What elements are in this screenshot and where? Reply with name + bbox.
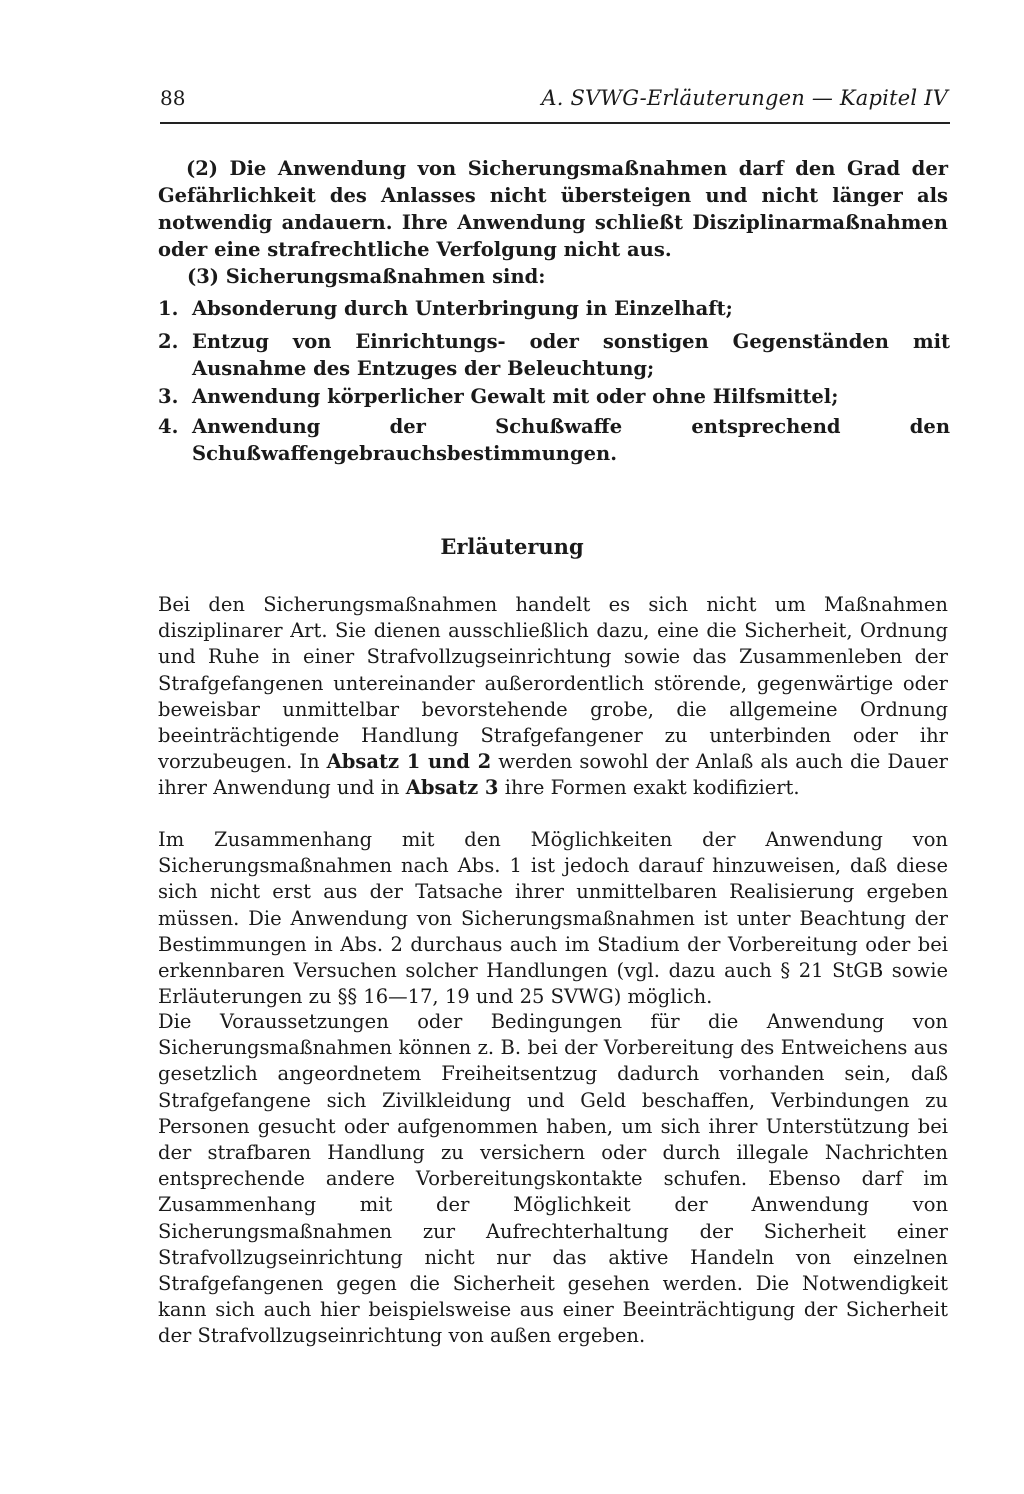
section-heading: Erläuterung [440,534,584,559]
explanation-paragraph-1 [158,592,948,802]
list-text: Entzug von Einrichtungs- oder sonstigen Gegenständen mit Ausnahme des Entzuges der Beleuchtung; [192,330,950,380]
text-run: Bei den Sicherungsmaßnahmen handelt es sich nicht um Maßnahmen disziplinarer Art. Sie dienen ausschließlich dazu, eine die Sicherheit, Ordnung und Ruhe in einer Strafvollzugseinrichtung sowie das Zusammenleben der Strafgefangenen untereinander außerordentlich störende, gegenwärtige oder beweisbar unmittelbar bevorstehende grobe, die allgemeine Ordnung beeinträchtigende Handlung Strafgefangener zu unterbinden oder ihr vorzubeugen. In [158,593,948,774]
list-number: 3. [158,385,179,408]
list-item [158,328,950,382]
text-run: werden sowohl der Anlaß als auch die Dauer ihrer Anwendung und in [158,750,949,800]
list-item [158,413,950,467]
bold-reference: Absatz 1 und 2 [326,750,492,774]
page-header [160,86,950,116]
list-item [158,383,950,410]
list-text: Anwendung körperlicher Gewalt mit oder ohne Hilfsmittel; [192,385,839,408]
list-text: Absonderung durch Unterbringung in Einzelhaft; [192,297,733,320]
running-title: A. SVWG-Erläuterungen — Kapitel IV [541,86,948,110]
bold-reference: Absatz 3 [405,776,499,800]
header-rule [160,122,950,124]
list-text: Anwendung der Schußwaffe entsprechend den Schußwaffengebrauchsbestimmungen. [192,415,950,465]
explanation-paragraph-2: Im Zusammenhang mit den Möglichkeiten der Anwendung von Sicherungsmaßnahmen nach Abs. 1 ist jedoch darauf hinzuweisen, daß diese sich nicht erst aus der Tatsache ihrer unmittelbaren Realisierung ergeben müssen. Die Anwendung von Sicherungsmaßnahmen ist unter Beachtung der Bestimmungen in Abs. 2 durchaus auch im Stadium der Vorbereitung oder bei erkennbaren Versuchen solcher Handlungen (vgl. dazu auch § 21 StGB sowie Erläuterungen zu §§ 16—17, 19 und 25 SVWG) möglich. [158,828,948,1009]
page-number: 88 [160,86,186,110]
list-number: 1. [158,297,179,320]
list-number: 4. [158,415,179,438]
paragraph-2: (2) Die Anwendung von Sicherungsmaßnahmen darf den Grad der Gefährlichkeit des Anlasses nicht übersteigen und nicht länger als notwendig andauern. Ihre Anwendung schließt Disziplinarmaßnahmen oder eine strafrechtliche Verfolgung nicht aus. [158,157,948,261]
paragraph-3-intro: (3) Sicherungsmaßnahmen sind: [187,265,546,288]
list-item [158,295,950,322]
text-run: ihre Formen exakt kodifiziert. [498,776,800,800]
list-number: 2. [158,330,179,353]
explanation-paragraph-3: Die Voraussetzungen oder Bedingungen für die Anwendung von Sicherungsmaßnahmen können z. B. bei der Vorbereitung des Entweichens aus gesetzlich angeordnetem Freiheitsentzug dadurch vorhanden sein, daß Strafgefangene sich Zivilkleidung und Geld beschaffen, Verbindungen zu Personen gesucht oder aufgenommen haben, um sich ihrer Unterstützung bei der strafbaren Handlung zu versichern oder durch illegale Nachrichten entsprechende andere Vorbereitungskontakte schufen. Ebenso darf im Zusammenhang mit der Möglichkeit der Anwendung von Sicherungsmaßnahmen zur Aufrechterhaltung der Sicherheit einer Strafvollzugseinrichtung nicht nur das aktive Handeln von einzelnen Strafgefangenen gegen die Sicherheit gesehen werden. Die Notwendigkeit kann sich auch hier beispielsweise aus einer Beeinträchtigung der Sicherheit der Strafvollzugseinrichtung von außen ergeben. [158,1010,948,1348]
